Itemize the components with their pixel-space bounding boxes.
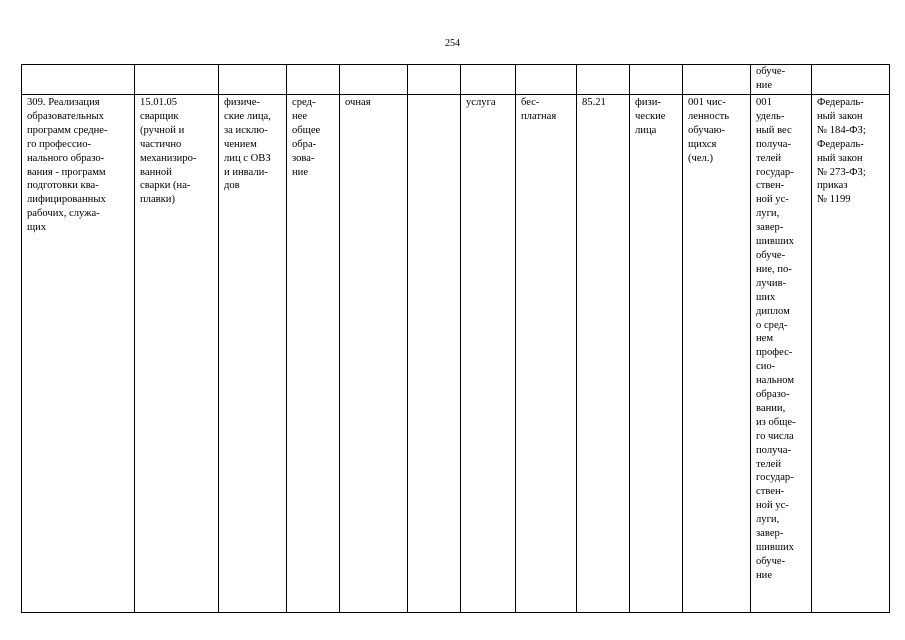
cont-cell-specialty (135, 65, 219, 95)
cont-cell-empty (408, 65, 461, 95)
cell-education-level: сред- нее общее обра- зова- ние (287, 95, 340, 613)
table-row-309 (22, 95, 890, 613)
cell-type: услуга (461, 95, 516, 613)
cont-cell-legal-basis (812, 65, 890, 95)
cell-service-name: 309. Реализация образовательных программ средне- го профессио- нального образо- вания - программ подготовки ква- лифицированных рабочих, служа- щих (22, 95, 135, 613)
cont-cell-type (461, 65, 516, 95)
cont-cell-recipients (630, 65, 683, 95)
cell-recipients: физи- ческие лица (630, 95, 683, 613)
cell-okved: 85.21 (577, 95, 630, 613)
cont-cell-education-level (287, 65, 340, 95)
cell-quality-indicator: 001 удель- ный вес получа- телей государ- ствен- ной ус- луги, завер- шивших обуче- ние, по- лучив- ших диплом о сред- нем профес- сио- нальном образо- вании, из обще- го числа получа- телей государ- ствен- ной ус- луги, завер- шивших обуче- ние (751, 95, 812, 613)
cell-payment: бес- платная (516, 95, 577, 613)
cell-volume-indicator: 001 чис- ленность обучаю- щихся (чел.) (683, 95, 751, 613)
cont-cell-okved (577, 65, 630, 95)
services-registry-table (21, 64, 890, 613)
cont-cell-payment (516, 65, 577, 95)
page-number: 254 (445, 38, 460, 49)
cont-cell-volume-indicator (683, 65, 751, 95)
cell-empty (408, 95, 461, 613)
cont-cell-consumers (219, 65, 287, 95)
cell-specialty: 15.01.05 сварщик (ручной и частично механизиро- ванной сварки (на- плавки) (135, 95, 219, 613)
cont-cell-study-form (340, 65, 408, 95)
continuation-row (22, 65, 890, 95)
cont-cell-quality-indicator: обуче- ние (751, 65, 812, 95)
cell-study-form: очная (340, 95, 408, 613)
cont-cell-service-name (22, 65, 135, 95)
cell-consumers: физиче- ские лица, за исклю- чением лиц с ОВЗ и инвали- дов (219, 95, 287, 613)
cell-legal-basis: Федераль- ный закон № 184-ФЗ; Федераль- ный закон № 273-ФЗ; приказ № 1199 (812, 95, 890, 613)
